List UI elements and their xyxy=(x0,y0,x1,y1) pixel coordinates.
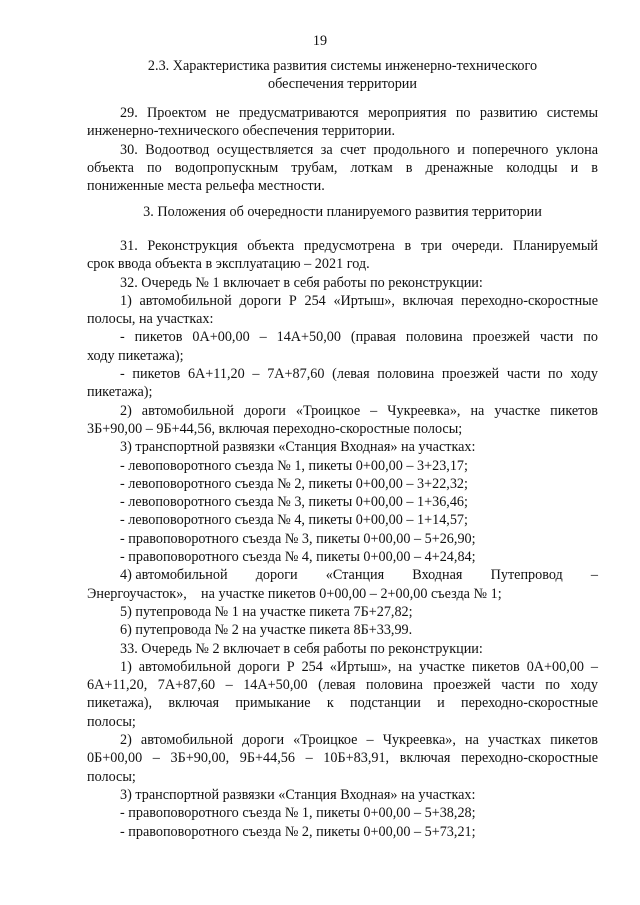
text-line: 32. Очередь № 1 включает в себя работы по реконструкции: xyxy=(120,274,483,291)
text-line: 2) автомобильной дороги «Троицкое – Чукреевка», на участках пикетов xyxy=(120,732,598,749)
paragraph-29 xyxy=(87,104,598,195)
text-line xyxy=(87,566,598,584)
text-line: полосы; xyxy=(87,768,136,785)
text-line: пониженные места рельефа местности. xyxy=(87,178,325,195)
text-line: Энергоучасток», на участке пикетов 0+00,00 – 2+00,00 съезда № 1; xyxy=(87,585,502,602)
text-line: - пикетов 0А+00,00 – 14А+50,00 (правая половина проезжей части по xyxy=(120,329,598,346)
list-item: - левоповоротного съезда № 3, пикеты 0+00,00 – 1+36,46; xyxy=(120,494,468,511)
page-number: 19 xyxy=(312,33,328,49)
text-line: 2) автомобильной дороги «Троицкое – Чукреевка», на участке пикетов xyxy=(120,402,598,419)
text-line: - пикетов 6А+11,20 – 7А+87,60 (левая половина проезжей части по ходу xyxy=(120,366,598,383)
text-line: 3) транспортной развязки «Станция Входная» на участках: xyxy=(120,786,476,803)
text-line: 6А+11,20, 7А+87,60 – 14А+50,00 (левая половина проезжей части по ходу xyxy=(87,677,598,694)
list-item: - левоповоротного съезда № 1, пикеты 0+00,00 – 3+23,17; xyxy=(120,457,468,474)
text-line: 6) путепровода № 2 на участке пикета 8Б+33,99. xyxy=(120,622,413,639)
list-item: - левоповоротного съезда № 4, пикеты 0+00,00 – 1+14,57; xyxy=(120,512,468,529)
text-line: пикетажа); xyxy=(87,384,153,401)
text-line: срок ввода объекта в эксплуатацию – 2021 год. xyxy=(87,256,370,273)
text-line: 3) транспортной развязки «Станция Входная» на участках: xyxy=(120,439,476,456)
list-item: - правоповоротного съезда № 2, пикеты 0+00,00 – 5+73,21; xyxy=(120,823,476,840)
text-line: пикетажа), включая примыкание к подстанции и переходно-скоростные xyxy=(87,695,598,712)
text-line: 30. Водоотвод осуществляется за счет продольного и поперечного уклона xyxy=(120,141,598,158)
word: 4) автомобильной xyxy=(120,567,228,584)
heading-line: 2.3. Характеристика развития системы инженерно-технического xyxy=(147,58,538,74)
heading-line: 3. Положения об очередности планируемого развития территории xyxy=(143,204,542,220)
section-2-3-heading xyxy=(87,57,598,94)
section-3-heading xyxy=(87,203,598,221)
text-line: ходу пикетажа); xyxy=(87,347,184,364)
text-line: 31. Реконструкция объекта предусмотрена в три очереди. Планируемый xyxy=(120,238,598,254)
heading-line: обеспечения территории xyxy=(268,76,417,93)
word: Входная xyxy=(412,567,463,584)
text-line: 29. Проектом не предусматриваются мероприятия по развитию системы xyxy=(120,105,598,121)
text-line: 3Б+90,00 – 9Б+44,56, включая переходно-скоростные полосы; xyxy=(87,420,463,437)
text-line: 1) автомобильной дороги Р 254 «Иртыш», включая переходно-скоростные xyxy=(120,292,598,309)
word: – xyxy=(590,567,598,584)
text-line: 5) путепровода № 1 на участке пикета 7Б+27,82; xyxy=(120,603,413,620)
list-item: - правоповоротного съезда № 3, пикеты 0+00,00 – 5+26,90; xyxy=(120,530,476,547)
word: дороги xyxy=(255,567,298,584)
text-line: объекта по водопропускным трубам, лоткам в дренажные колодцы и в xyxy=(87,159,598,176)
text-line: полосы; xyxy=(87,713,136,730)
text-line: 0Б+00,00 – 3Б+90,00, 9Б+44,56 – 10Б+83,91, включая переходно-скоростные xyxy=(87,750,598,767)
text-line: полосы, на участках: xyxy=(87,311,214,328)
word: Путепровод xyxy=(490,567,563,584)
text-line: 1) автомобильной дороги Р 254 «Иртыш», на участке пикетов 0А+00,00 – xyxy=(120,658,598,675)
text-line: инженерно-технического обеспечения территории. xyxy=(87,123,396,140)
text-line: 33. Очередь № 2 включает в себя работы по реконструкции: xyxy=(120,640,483,657)
list-item: - правоповоротного съезда № 4, пикеты 0+00,00 – 4+24,84; xyxy=(120,549,476,566)
list-item: - левоповоротного съезда № 2, пикеты 0+00,00 – 3+22,32; xyxy=(120,475,468,492)
list-item: - правоповоротного съезда № 1, пикеты 0+00,00 – 5+38,28; xyxy=(120,805,476,822)
section-3-body xyxy=(87,237,598,841)
word: «Станция xyxy=(325,567,385,584)
